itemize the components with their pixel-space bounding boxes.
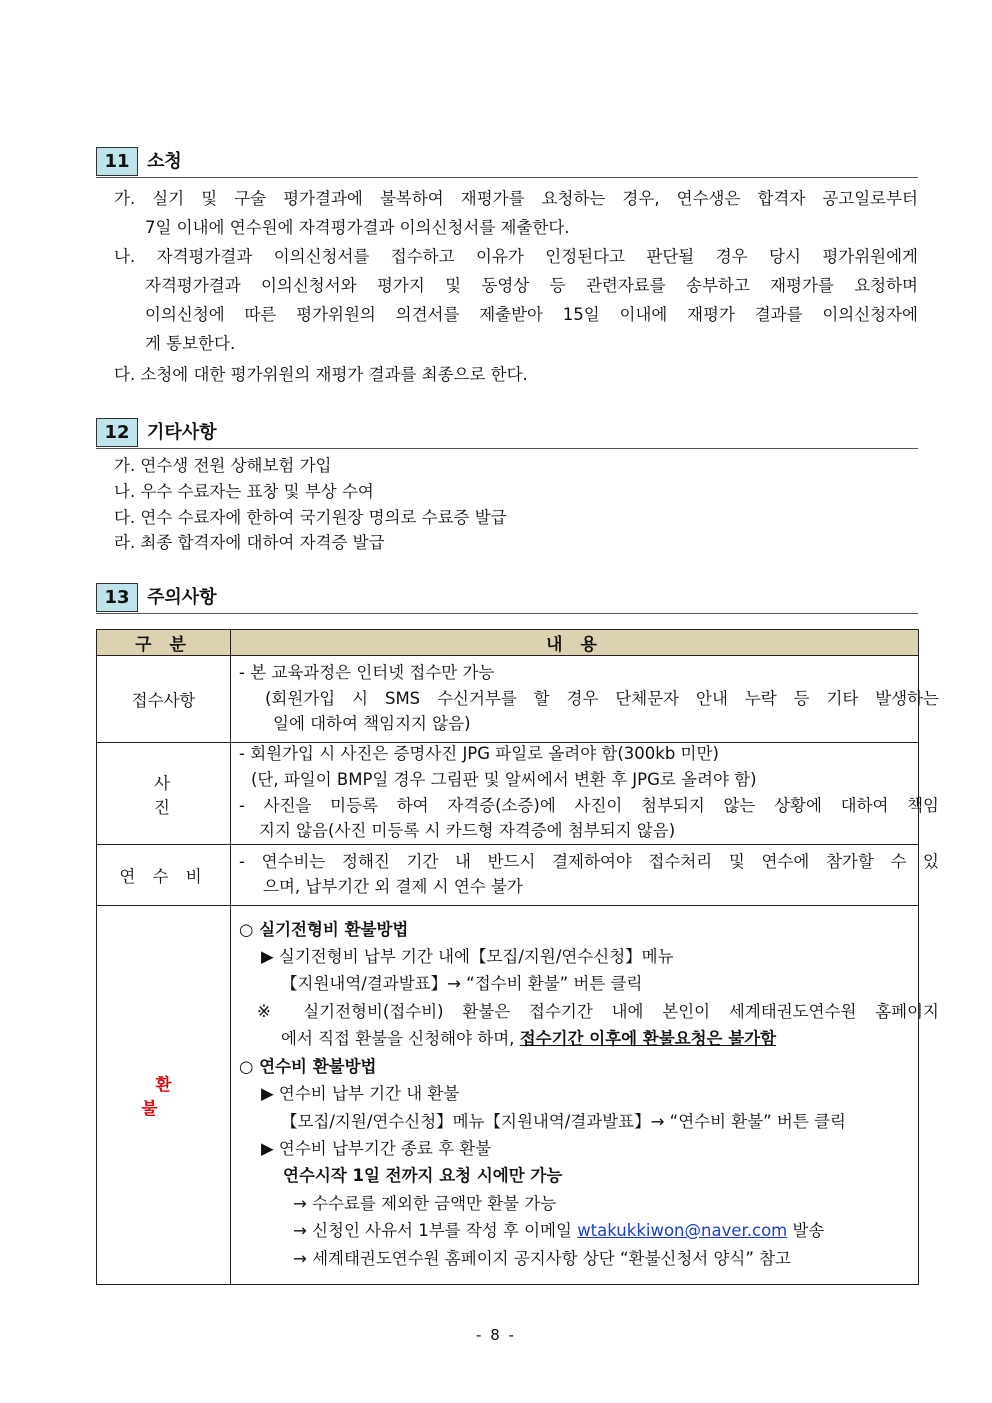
content-line: ▶ 실기전형비 납부 기간 내에【모집/지원/연수신청】메뉴: [261, 947, 674, 966]
content-line: → 수수료를 제외한 금액만 환불 가능: [293, 1194, 557, 1213]
list-item: 나. 우수 수료자는 표창 및 부상 수여: [114, 482, 374, 501]
table-row: [97, 656, 919, 743]
section-13-header: [96, 583, 918, 614]
content-line: - 연수비는 정해진 기간 내 반드시 결제하여야 접수처리 및 연수에 참가할 수 있: [239, 852, 939, 871]
paragraph-line: 자격평가결과 이의신청서와 평가지 및 동영상 등 관련자료를 송부하고 재평가를 요청하며: [145, 276, 918, 295]
content-line: ▶ 연수비 납부 기간 내 환불: [261, 1084, 460, 1103]
section-title: 주의사항: [147, 587, 217, 608]
content-line: → 세계태권도연수원 홈페이지 공지사항 상단 “환불신청서 양식” 참고: [293, 1249, 791, 1268]
content-line: ▶ 연수비 납부기간 종료 후 환불: [261, 1139, 492, 1158]
content-text: 에서 직접 환불을 신청해야 하며,: [281, 1029, 520, 1048]
paragraph-line: 게 통보한다.: [145, 334, 236, 353]
content-line: - 본 교육과정은 인터넷 접수만 가능: [239, 663, 495, 682]
content-reception: [231, 656, 939, 743]
content-line: 으며, 납부기간 외 결제 시 연수 불가: [263, 877, 523, 896]
content-line: - 사진을 미등록 하여 자격증(소증)에 사진이 첨부되지 않는 상황에 대하여 책임: [239, 796, 939, 815]
paragraph-line: 7일 이내에 연수원에 자격평가결과 이의신청서를 제출한다.: [145, 218, 570, 237]
section-12-header: [96, 418, 918, 449]
refund-label: 환 불: [141, 1075, 200, 1118]
section-number: 12: [96, 418, 138, 447]
content-fee: [231, 845, 939, 906]
paragraph-line: 가. 실기 및 구술 평가결과에 불복하여 재평가를 요청하는 경우, 연수생은 합격자 공고일로부터: [114, 189, 918, 208]
content-line: [293, 1221, 824, 1241]
notice-table: [96, 629, 939, 1285]
table-header-row: [97, 630, 919, 656]
section-title: 소청: [147, 151, 182, 172]
header-category: 구 분: [97, 630, 231, 656]
content-text: → 신청인 사유서 1부를 작성 후 이메일: [293, 1221, 578, 1240]
content-line: [281, 1029, 776, 1049]
content-line: 연수시작 1일 전까지 요청 시에만 가능: [283, 1166, 563, 1185]
category-refund: [97, 906, 231, 1285]
content-line: 지지 않음(사진 미등록 시 카드형 자격증에 첨부되지 않음): [259, 821, 676, 840]
content-line: 【모집/지원/연수신청】메뉴【지원내역/결과발표】→ “연수비 환불” 버튼 클릭: [281, 1112, 846, 1131]
category-photo: 사 진: [97, 743, 231, 845]
category-reception: 접수사항: [97, 656, 231, 743]
content-photo: [231, 743, 939, 845]
header-content: 내 용: [231, 630, 919, 656]
list-item: 다. 연수 수료자에 한하여 국기원장 명의로 수료증 발급: [114, 508, 507, 527]
content-line: - 회원가입 시 사진은 증명사진 JPG 파일로 올려야 함(300kb 미만): [239, 744, 719, 763]
email-link[interactable]: wtakukkiwon@naver.com: [577, 1221, 788, 1240]
content-line: 【지원내역/결과발표】→ “접수비 환불” 버튼 클릭: [281, 974, 643, 993]
paragraph-line: 이의신청에 따른 평가위원의 의견서를 제출받아 15일 이내에 재평가 결과를 이의신청자에: [145, 305, 918, 324]
category-fee: 연 수 비: [97, 845, 231, 906]
section-number: 13: [96, 583, 138, 612]
content-refund: [231, 906, 939, 1285]
table-row: [97, 906, 919, 1285]
paragraph-line: 나. 자격평가결과 이의신청서를 접수하고 이유가 인정된다고 판단될 경우 당시 평가위원에게: [114, 247, 918, 266]
section-title: 기타사항: [147, 422, 217, 443]
refund-warning: 접수기간 이후에 환불요청은 불가함: [519, 1029, 777, 1048]
content-line: ※ 실기전형비(접수비) 환불은 접수기간 내에 본인이 세계태권도연수원 홈페이지: [257, 1002, 939, 1021]
table-row: [97, 845, 919, 906]
table-row: [97, 743, 919, 845]
refund-heading: ○ 연수비 환불방법: [239, 1057, 377, 1076]
list-item: 라. 최종 합격자에 대하여 자격증 발급: [114, 533, 385, 552]
content-line: (회원가입 시 SMS 수신거부를 할 경우 단체문자 안내 누락 등 기타 발생하는: [265, 689, 939, 708]
content-line: (단, 파일이 BMP일 경우 그림판 및 알씨에서 변환 후 JPG로 올려야 함): [251, 770, 757, 789]
page-number: - 8 -: [476, 1326, 516, 1344]
content-text: 발송: [787, 1221, 825, 1240]
paragraph-line: 다. 소청에 대한 평가위원의 재평가 결과를 최종으로 한다.: [114, 365, 528, 384]
section-11-header: [96, 147, 918, 178]
section-number: 11: [96, 147, 138, 176]
list-item: 가. 연수생 전원 상해보험 가입: [114, 456, 332, 475]
refund-heading: ○ 실기전형비 환불방법: [239, 920, 409, 939]
content-line: 일에 대하여 책임지지 않음): [273, 714, 471, 733]
